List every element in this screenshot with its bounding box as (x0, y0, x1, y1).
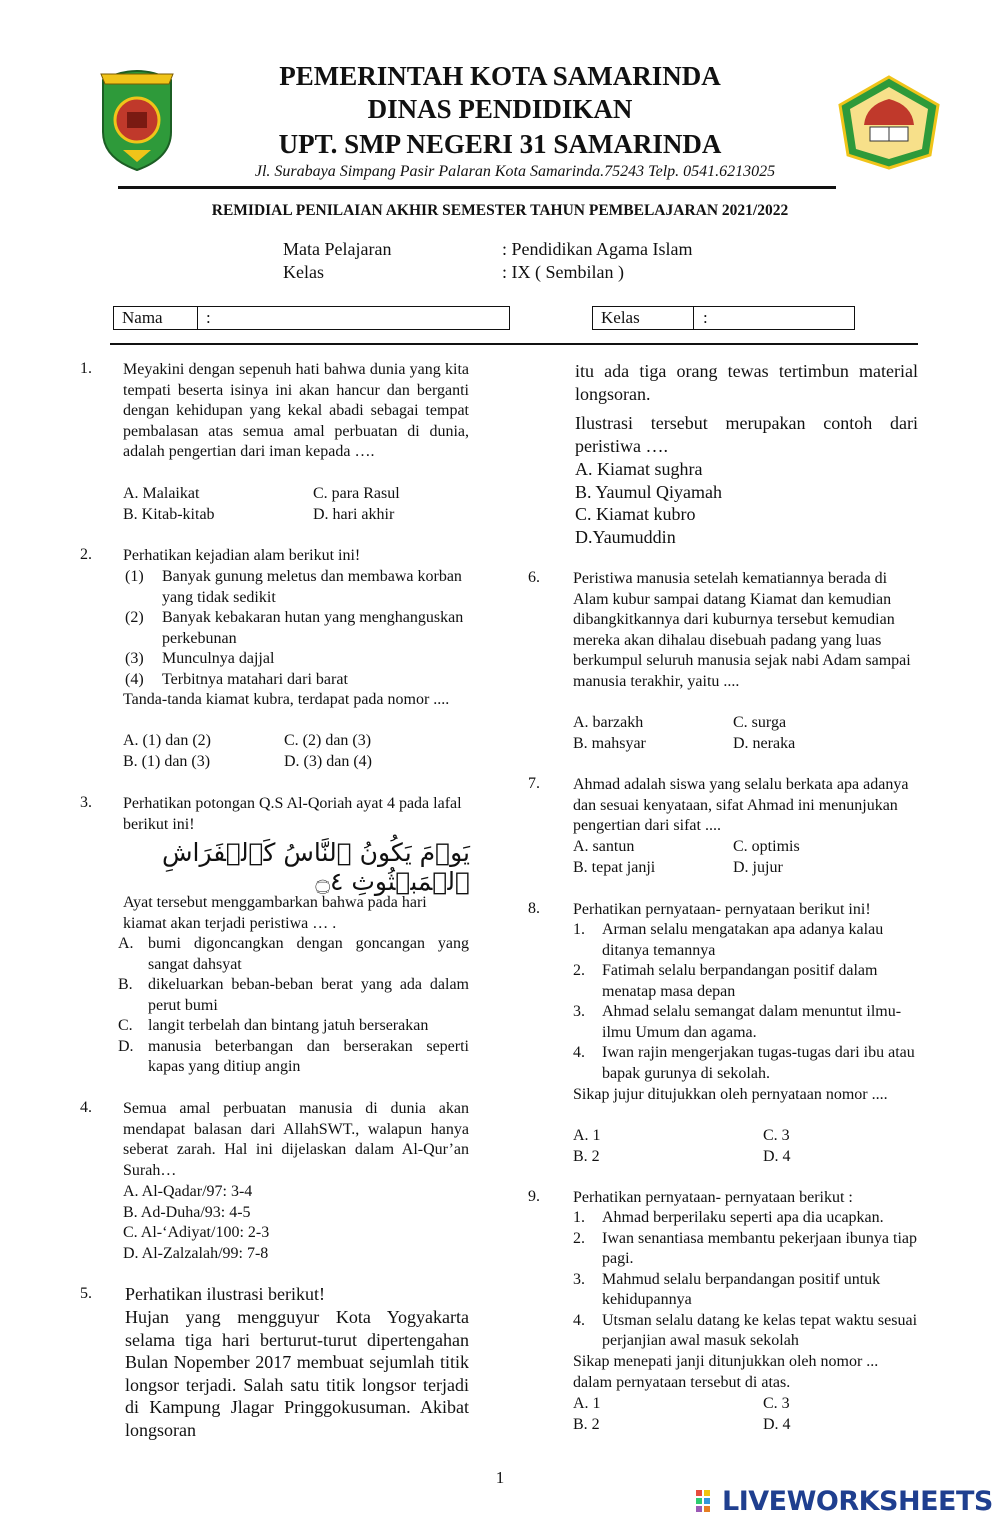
q4-options (123, 1182, 469, 1264)
q9-item-num: 4. (573, 1311, 585, 1329)
q1-number: 1. (80, 360, 92, 377)
school-logo (834, 75, 944, 170)
q7-option-a[interactable]: A. santun (573, 838, 635, 855)
q7-options (573, 837, 918, 878)
class-value: : IX ( Sembilan ) (502, 262, 624, 282)
q4-number: 4. (80, 1099, 92, 1116)
q8-options (573, 1126, 918, 1167)
q9-options (573, 1394, 918, 1435)
q1-option-c[interactable]: C. para Rasul (313, 485, 400, 502)
q3-option-a[interactable]: bumi digoncangkan dengan goncangan yang sangat dahsyat (148, 935, 469, 973)
q2-item-num: (3) (125, 650, 144, 667)
q5-prompt: Ilustrasi tersebut merupakan contoh dari peristiwa …. (575, 413, 918, 456)
q8-item-text: Ahmad selalu semangat dalam menuntut ilmu-ilmu Umum dan agama. (602, 1003, 902, 1041)
header-rule (118, 186, 836, 189)
q8-option-c[interactable]: C. 3 (763, 1127, 790, 1144)
q9-option-d[interactable]: D. 4 (763, 1415, 791, 1433)
liveworksheets-logo-icon (696, 1490, 718, 1512)
q8-item-num: 1. (573, 921, 585, 938)
q8-item-text: Arman selalu mengatakan apa adanya kalau ditanya temannya (602, 921, 884, 959)
section-separator (110, 343, 918, 345)
q7-option-c[interactable]: C. optimis (733, 838, 800, 855)
q5-number: 5. (80, 1285, 92, 1302)
header-address: Jl. Surabaya Simpang Pasir Palaran Kota Samarinda.75243 Telp. 0541.6213025 (254, 163, 776, 180)
q3-arabic-verse: يَوۡمَ يَكُونُ ٱلنَّاسُ كَٱلۡفَرَاشِ ٱلۡمَبۡثُوثِ ۝٤ (162, 838, 470, 896)
q6-option-d[interactable]: D. neraka (733, 734, 796, 752)
q3-text: Perhatikan potongan Q.S Al-Qoriah ayat 4 pada lafal berikut ini! (123, 795, 462, 833)
class-label: Kelas (283, 262, 324, 282)
q5-option-c[interactable]: C. Kiamat kubro (575, 504, 696, 524)
q9-option-c[interactable]: C. 3 (763, 1395, 790, 1412)
q2-item-num: (4) (125, 670, 144, 688)
name-field[interactable] (113, 306, 510, 330)
q9-item-num: 2. (573, 1229, 585, 1247)
q2-text: Perhatikan kejadian alam berikut ini! (123, 547, 361, 564)
q9-prompt: Sikap menepati janji ditunjukkan oleh nomor ... dalam pernyataan tersebut di atas. (573, 1353, 879, 1391)
header-school: UPT. SMP NEGERI 31 SAMARINDA (278, 129, 722, 159)
q9-list (573, 1208, 918, 1352)
q2-prompt: Tanda-tanda kiamat kubra, terdapat pada nomor .... (123, 691, 450, 708)
q6-option-b[interactable]: B. mahsyar (573, 734, 646, 752)
q2-item-text: Banyak kebakaran hutan yang menghanguskan perkebunan (162, 609, 464, 647)
q5-option-d[interactable]: D.Yaumuddin (575, 526, 676, 547)
class-box-label: Kelas (601, 308, 640, 327)
q8-text: Perhatikan pernyataan- pernyataan berikut ini! (573, 901, 871, 918)
q7-text: Ahmad adalah siswa yang selalu berkata apa adanya dan sesuai kenyataan, sifat Ahmad ini menunjukan pengertian dari sifat .... (573, 776, 909, 834)
q7-option-d[interactable]: D. jujur (733, 858, 783, 876)
q3-option-b[interactable]: dikeluarkan beban-beban berat yang ada dalam perut bumi (148, 976, 469, 1014)
q2-item-num: (2) (125, 609, 144, 626)
q3-option-c[interactable]: langit terbelah dan bintang jatuh berserakan (148, 1017, 429, 1034)
q5-text-continued: itu ada tiga orang tewas tertimbun material longsoran. (575, 361, 918, 404)
q9-item-num: 3. (573, 1270, 585, 1288)
q9-item-text: Utsman selalu datang ke kelas tepat waktu sesuai perjanjian awal masuk sekolah (602, 1311, 918, 1349)
liveworksheets-watermark[interactable]: LIVEWORKSHEETS (722, 1486, 993, 1517)
q8-item-num: 4. (573, 1044, 585, 1061)
q9-number: 9. (528, 1188, 540, 1205)
q2-item-text: Munculnya dajjal (162, 650, 275, 667)
q6-text: Peristiwa manusia setelah kematiannya berada di Alam kubur sampai datang Kiamat dan kemudian dibangkitkannya dari kuburnya tersebut kemudian mereka akan dihalau disebuah padang yang luas berkumpul seluruh manusia sejak nabi Adam sampai manusia terakhir, yaitu .... (573, 570, 911, 690)
q8-option-b[interactable]: B. 2 (573, 1147, 600, 1165)
q9-text: Perhatikan pernyataan- pernyataan berikut : (573, 1189, 853, 1206)
q3-option-d[interactable]: manusia beterbangan dan berserakan seperti kapas yang ditiup angin (148, 1037, 469, 1075)
header-department: DINAS PENDIDIKAN (367, 94, 633, 124)
q9-item-text: Iwan senantiasa membantu pekerjaan ibunya tiap pagi. (602, 1229, 917, 1267)
q8-prompt: Sikap jujur ditujukkan oleh pernyataan nomor .... (573, 1086, 888, 1103)
q8-item-text: Iwan rajin mengerjakan tugas-tugas dari ibu atau bapak gurunya di sekolah. (602, 1044, 915, 1082)
q8-option-d[interactable]: D. 4 (763, 1147, 791, 1165)
q7-number: 7. (528, 775, 540, 792)
class-field[interactable] (592, 306, 855, 330)
q2-number: 2. (80, 546, 92, 563)
q2-list (123, 567, 469, 690)
q3-option-letter: D. (118, 1037, 134, 1055)
q3-option-letter: B. (118, 976, 133, 993)
q3-options (118, 934, 469, 1078)
q1-option-b[interactable]: B. Kitab-kitab (123, 505, 215, 523)
q7-option-b[interactable]: B. tepat janji (573, 858, 656, 876)
page-number: 1 (495, 1468, 505, 1487)
q3-number: 3. (80, 794, 92, 811)
q9-item-num: 1. (573, 1209, 585, 1226)
class-colon: : (703, 308, 708, 327)
q5-text: Hujan yang mengguyur Kota Yogyakarta selama tiga hari berturut-turut dipertengahan Bulan Nopember 2017 membuat sejumlah titik longsor terjadi. Salah satu titik longsor terjadi di Kampung Jlagar Pringgokusuman. Akibat longsoran (125, 1307, 469, 1440)
subject-value: : Pendidikan Agama Islam (502, 239, 693, 259)
q2-item-text: Banyak gunung meletus dan membawa korban yang tidak sedikit (162, 568, 462, 606)
q2-options (123, 731, 469, 772)
q9-option-b[interactable]: B. 2 (573, 1415, 600, 1433)
q4-option-b[interactable]: B. Ad-Duha/93: 4-5 (123, 1203, 251, 1221)
q4-option-a[interactable]: A. Al-Qadar/97: 3-4 (123, 1183, 253, 1200)
q5-option-a[interactable]: A. Kiamat sughra (575, 459, 703, 479)
q6-option-a[interactable]: A. barzakh (573, 714, 644, 731)
q9-item-text: Ahmad berperilaku seperti apa dia ucapkan. (602, 1209, 884, 1226)
samarinda-city-emblem (97, 62, 177, 172)
q9-item-text: Mahmud selalu berpandangan positif untuk kehidupannya (602, 1270, 881, 1308)
name-label: Nama (122, 308, 163, 327)
q8-item-text: Fatimah selalu berpandangan positif dalam menatap masa depan (602, 962, 878, 1000)
q1-option-d[interactable]: D. hari akhir (313, 505, 395, 523)
q8-option-a[interactable]: A. 1 (573, 1127, 601, 1144)
q2-option-c[interactable]: C. (2) dan (3) (284, 732, 372, 749)
q2-option-a[interactable]: A. (1) dan (2) (123, 732, 211, 749)
q4-text: Semua amal perbuatan manusia di dunia akan mendapat balasan dari AllahSWT., walapun hanya seberat zarah. Hal ini dijelaskan dalam Al-Qur’an Surah… (123, 1100, 469, 1179)
q3-option-letter: C. (118, 1017, 133, 1034)
q6-options (573, 713, 918, 754)
q8-list (573, 920, 918, 1084)
name-colon: : (206, 308, 211, 327)
q8-item-num: 3. (573, 1003, 585, 1020)
q4-option-c[interactable]: C. Al-‘Adiyat/100: 2-3 (123, 1224, 270, 1241)
q8-item-num: 2. (573, 962, 585, 979)
q4-option-d[interactable]: D. Al-Zalzalah/99: 7-8 (123, 1244, 269, 1262)
q5-intro: Perhatikan ilustrasi berikut! (125, 1284, 325, 1304)
exam-title: REMIDIAL PENILAIAN AKHIR SEMESTER TAHUN PEMBELAJARAN 2021/2022 (211, 202, 789, 219)
q1-text: Meyakini dengan sepenuh hati bahwa dunia yang kita tempati beserta isinya ini akan hancur dan berganti dengan kehidupan yang kekal abadi sebagai tempat pembalasan atas semua amal perbuatan di dunia, adalah pengertian dari iman kepada …. (123, 361, 469, 460)
q9-option-a[interactable]: A. 1 (573, 1395, 601, 1412)
q6-option-c[interactable]: C. surga (733, 714, 787, 731)
header-government: PEMERINTAH KOTA SAMARINDA (279, 61, 721, 91)
q5-option-b[interactable]: B. Yaumul Qiyamah (575, 481, 723, 502)
q6-number: 6. (528, 569, 540, 586)
q5-options (575, 458, 918, 548)
q2-item-num: (1) (125, 568, 144, 585)
q1-options (123, 484, 469, 525)
q1-option-a[interactable]: A. Malaikat (123, 485, 200, 502)
q2-option-b[interactable]: B. (1) dan (3) (123, 752, 211, 770)
q2-option-d[interactable]: D. (3) dan (4) (284, 752, 372, 770)
q2-item-text: Terbitnya matahari dari barat (162, 670, 348, 688)
q3-option-letter: A. (118, 935, 134, 952)
subject-label: Mata Pelajaran (283, 239, 392, 259)
q8-number: 8. (528, 900, 540, 917)
q3-prompt: Ayat tersebut menggambarkan bahwa pada hari kiamat akan terjadi peristiwa … . (123, 894, 427, 932)
